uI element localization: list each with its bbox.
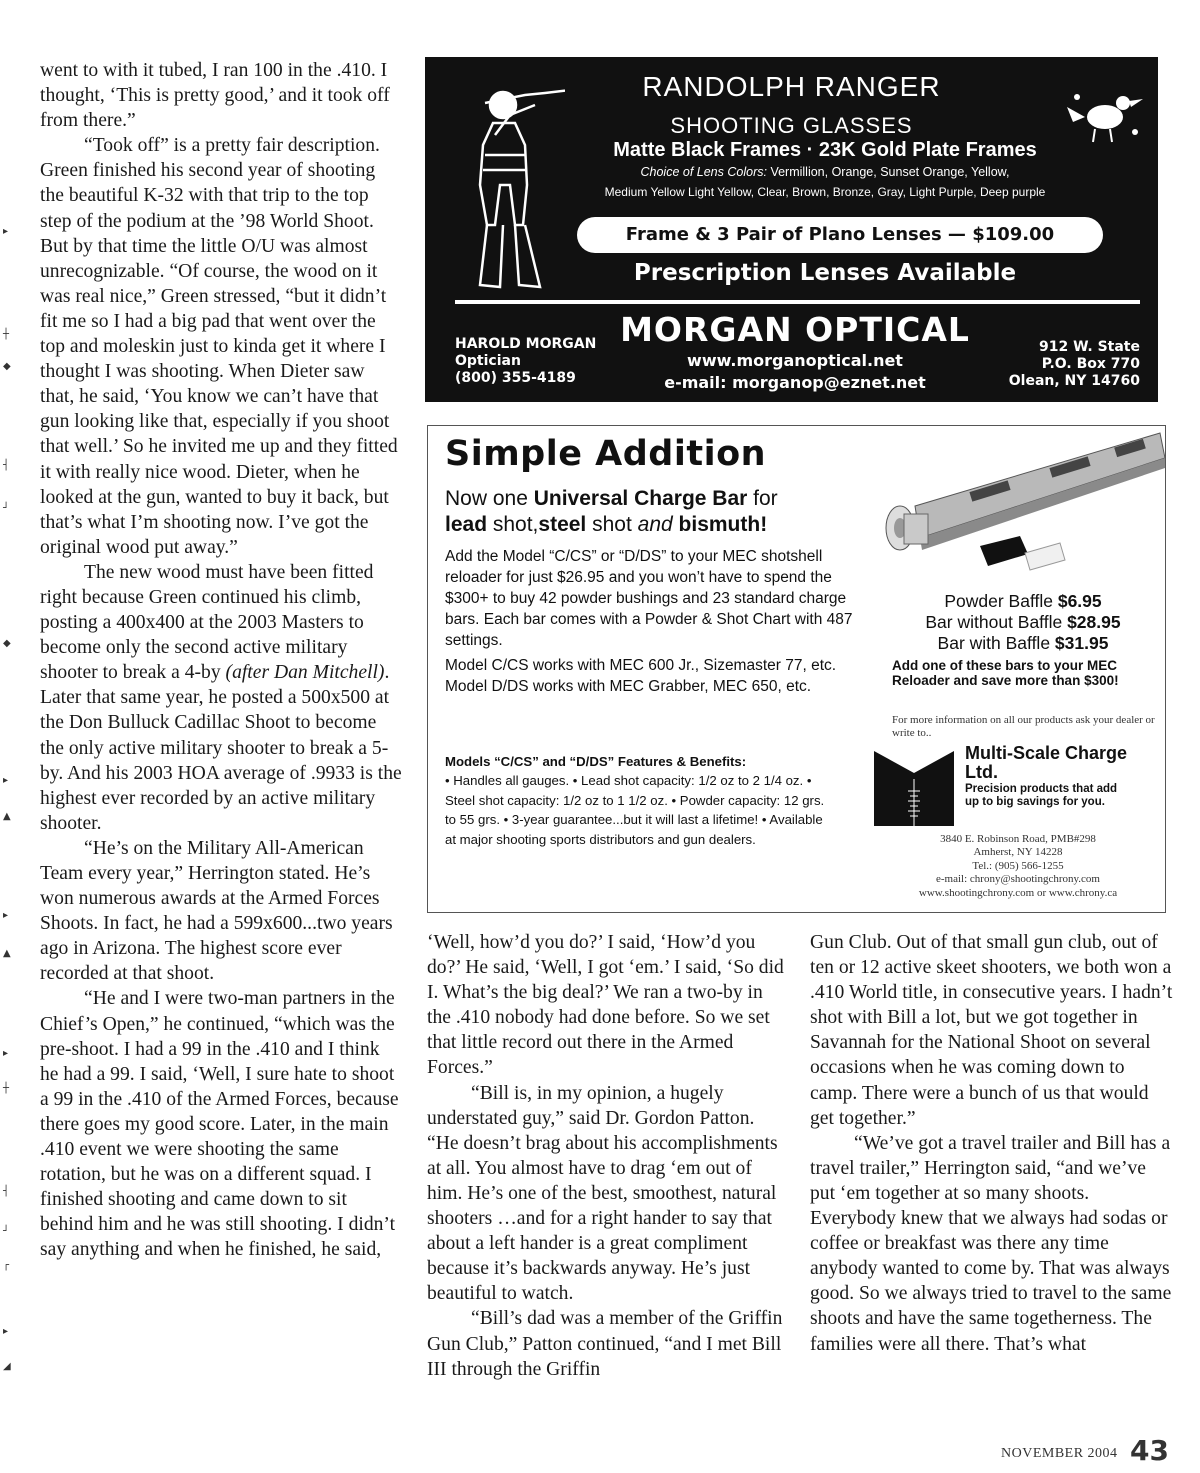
paragraph: Gun Club. Out of that small gun club, out of ten or 12 active skeet shooters, we both won a .410 World title, in consecutive years. I hadn’t shot with Bill a lot, but we got together in Savannah for the National Shoot on several occasions when he was coming down to camp. There were a bunch of us that would get together.” — [810, 932, 1173, 1129]
multiscale-logo-icon — [874, 751, 954, 826]
bird-logo-icon — [1065, 77, 1145, 147]
paragraph: ‘Well, how’d you do?’ I said, ‘How’d you do?’ He said, ‘Well, I got ‘em.’ I said, ‘So did I. What’s the big deal?’ We ran a two-by in the .410 nobody had done before. So we set that little record out there in the Armed Forces.” — [427, 932, 784, 1079]
article-column-2 — [427, 930, 787, 1382]
margin-mark: ▸ — [3, 1048, 9, 1059]
address-line: 3840 E. Robinson Road, PMB#298 — [940, 833, 1096, 845]
address-line: P.O. Box 770 — [1041, 356, 1140, 372]
info-text: For more information on all our products ask your dealer or write to.. — [892, 714, 1155, 739]
frames-line: Matte Black Frames · 23K Gold Plate Frames — [613, 139, 1037, 161]
multiscale-charge-ad — [427, 425, 1166, 913]
ad-body — [445, 546, 855, 701]
margin-mark: ┼ — [3, 1083, 10, 1094]
margin-mark: ▸ — [3, 775, 9, 786]
savings-callout: Add one of these bars to your MEC Reloader and save more than $300! — [892, 658, 1119, 688]
ad-title: RANDOLPH RANGER — [642, 71, 941, 102]
address-line: Amherst, NY 14228 — [973, 846, 1063, 859]
ad-headline: Simple Addition — [445, 434, 767, 474]
email-link[interactable]: e-mail: morganop@eznet.net — [664, 373, 926, 392]
paragraph: “We’ve got a travel trailer and Bill has a travel trailer,” Herrington said, “and we’ve put ‘em together at so many shoots. Everybody knew that we always had sodas or coffee or breakfast was there any time anybody wanted to come by. That was always good. So we always tried to travel to the same shoots and have the same togetherness. The families were all there. That’s what — [810, 1132, 1172, 1355]
margin-mark: ▸ — [3, 1326, 9, 1337]
article-column-1 — [40, 58, 402, 1263]
margin-mark: ◆ — [3, 361, 11, 372]
features-text: • Handles all gauges. • Lead shot capacity: 1/2 oz to 2 1/4 oz. • Steel shot capacity: 1/2 oz to 1 1/2 oz. • Powder capacity: 12 grs. to 55 grs. • 3-year guarantee...but it will last a lifetime! • Available at major shooting sports distributors and gun dealers. — [445, 773, 825, 847]
lens-colors-line-2: Medium Yellow Light Yellow, Clear, Brown, Bronze, Gray, Light Purple, Deep purple — [604, 185, 1046, 199]
body-paragraph: Add the Model “C/CS” or “D/DS” to your MEC shotshell reloader for just $26.95 and you won’t have to spend the $300+ to buy 42 powder bushings and 23 standard charge bars. Each bar comes with a Powder & Shot Chart with 487 settings. — [445, 548, 853, 649]
page-number: 43 — [1130, 1434, 1169, 1467]
website-link[interactable]: www.morganoptical.net — [687, 351, 903, 370]
margin-mark: ▸ — [3, 910, 9, 921]
margin-mark: ┘ — [3, 1226, 10, 1237]
ad-subtitle: SHOOTING GLASSES — [670, 113, 913, 138]
morgan-optical-ad — [425, 57, 1158, 402]
margin-mark: ┌ — [3, 1260, 10, 1271]
address-block — [1009, 339, 1140, 390]
company-name: Multi-Scale Charge Ltd. — [965, 743, 1128, 782]
company-address — [874, 833, 1162, 900]
price-item: Bar without Baffle $28.95 — [925, 612, 1121, 632]
price-item: Powder Baffle $6.95 — [944, 591, 1102, 611]
margin-mark: ◆ — [3, 638, 11, 649]
email-link[interactable]: e-mail: chrony@shootingchrony.com — [936, 873, 1100, 886]
offer-banner: Frame & 3 Pair of Plano Lenses — $109.00 — [577, 217, 1103, 253]
contact-title: Optician — [455, 353, 521, 369]
margin-mark: ▲ — [3, 948, 11, 959]
address-line: 912 W. State — [1038, 339, 1140, 355]
margin-mark: ┘ — [3, 503, 10, 514]
contact-block — [455, 336, 596, 387]
paragraph: “He’s on the Military All-American Team every year,” Herrington stated. He’s won numerous awards at the Armed Forces Shoots. In fact, he had a 599x600...two years ago in Arizona. The highest score ever recorded at that shoot. — [40, 837, 393, 985]
ad-subheadline: Now one Universal Charge Bar for lead shot,steel shot and bismuth! — [445, 487, 778, 536]
prescription-line: Prescription Lenses Available — [633, 260, 1017, 286]
paragraph: went to with it tubed, I ran 100 in the .410. I thought, ‘This is pretty good,’ and it took off from there.” — [40, 60, 390, 132]
paragraph: The new wood must have been fitted right because Green continued his climb, posting a 400x400 at the 2003 Masters to become only the second active military shooter to break a 4-by (after Dan Mitchell). Later that same year, he posted a 500x500 at the Don Bulluck Cadillac Shoot to become the only active military shooter to break a 5-by. And his 2003 HOA average of .9933 is the highest ever recorded by an active military shooter. — [40, 561, 402, 834]
body-paragraph: Model C/CS works with MEC 600 Jr., Sizemaster 77, etc. Model D/DS works with MEC Grabber, MEC 650, etc. — [445, 657, 837, 695]
margin-mark: ┼ — [3, 329, 10, 340]
address-line: Olean, NY 14760 — [1008, 373, 1140, 389]
paragraph: “Bill’s dad was a member of the Griffin Gun Club,” Patton continued, “and I met Bill III through the Griffin — [427, 1308, 783, 1380]
paragraph: “Bill is, in my opinion, a hugely understated guy,” said Dr. Gordon Patton. “He doesn’t brag about his accomplishments at all. You almost have to drag ‘em out of him. He’s one of the best, smoothest, natural shooters …and for a right hander to say that about a left hander is a great compliment because it’s backwards anyway. He’s just beautiful to watch. — [427, 1082, 778, 1305]
features-block — [445, 752, 825, 849]
features-title: Models “C/CS” and “D/DS” Features & Benefits: — [445, 754, 747, 769]
divider — [455, 300, 1140, 304]
phone-line: Tel.: (905) 566-1255 — [972, 859, 1064, 872]
company-name: MORGAN OPTICAL — [620, 310, 970, 349]
contact-phone: (800) 355-4189 — [455, 370, 576, 386]
price-list — [878, 591, 1166, 654]
paragraph: “He and I were two-man partners in the Chief’s Open,” he continued, “which was the pre-shoot. I had a 99 in the .410 and I think he had a 99. I said, ‘Well, I sure hate to shoot a 99 in the .410 of the Armed Forces, because there goes my good score. Later, in the main .410 event we were shooting the same rotation, but he was on a different squad. I finished shooting and came down to sit behind him and he was still shooting. I didn’t say anything and when he finished, he said, — [40, 988, 399, 1261]
company-tagline: Precision products that add up to big savings for you. — [965, 783, 1118, 808]
margin-mark: ◢ — [3, 1361, 11, 1372]
margin-mark: ┤ — [3, 460, 10, 471]
website-link[interactable]: www.shootingchrony.com or www.chrony.ca — [918, 886, 1118, 899]
issue-date: NOVEMBER 2004 — [1001, 1446, 1118, 1461]
margin-mark: ▸ — [3, 226, 9, 237]
margin-mark: ┤ — [3, 1186, 10, 1197]
price-item: Bar with Baffle $31.95 — [937, 633, 1109, 653]
charge-bar-product-icon — [860, 428, 1165, 588]
paragraph: “Took off” is a pretty fair description. Green finished his second year of shooting the beautiful K-32 with that trip to the top step of the podium at the ’98 World Shoot. But by that time the little O/U was almost unrecognizable. “Of course, the wood on it was real nice,” Green stressed, “but it didn’t fit me so I had a big pad that went over the top and moleskin just to kinda get it where I thought I was shooting. When Dieter saw that, he said, ‘You know we can’t have that gun looking like that, especially if you shoot that well.’ So he invited me up and they fitted it with really nice wood. Dieter, when he looked at the gun, wanted to buy it back, but that’s what I’m shooting now. I’ve got the original wood put away.” — [40, 135, 398, 558]
lens-colors-line-1: Choice of Lens Colors: Vermillion, Orange, Sunset Orange, Yellow, — [640, 165, 1010, 179]
article-column-3 — [810, 930, 1174, 1357]
margin-mark: ▲ — [3, 811, 11, 822]
contact-name: HAROLD MORGAN — [455, 336, 597, 352]
